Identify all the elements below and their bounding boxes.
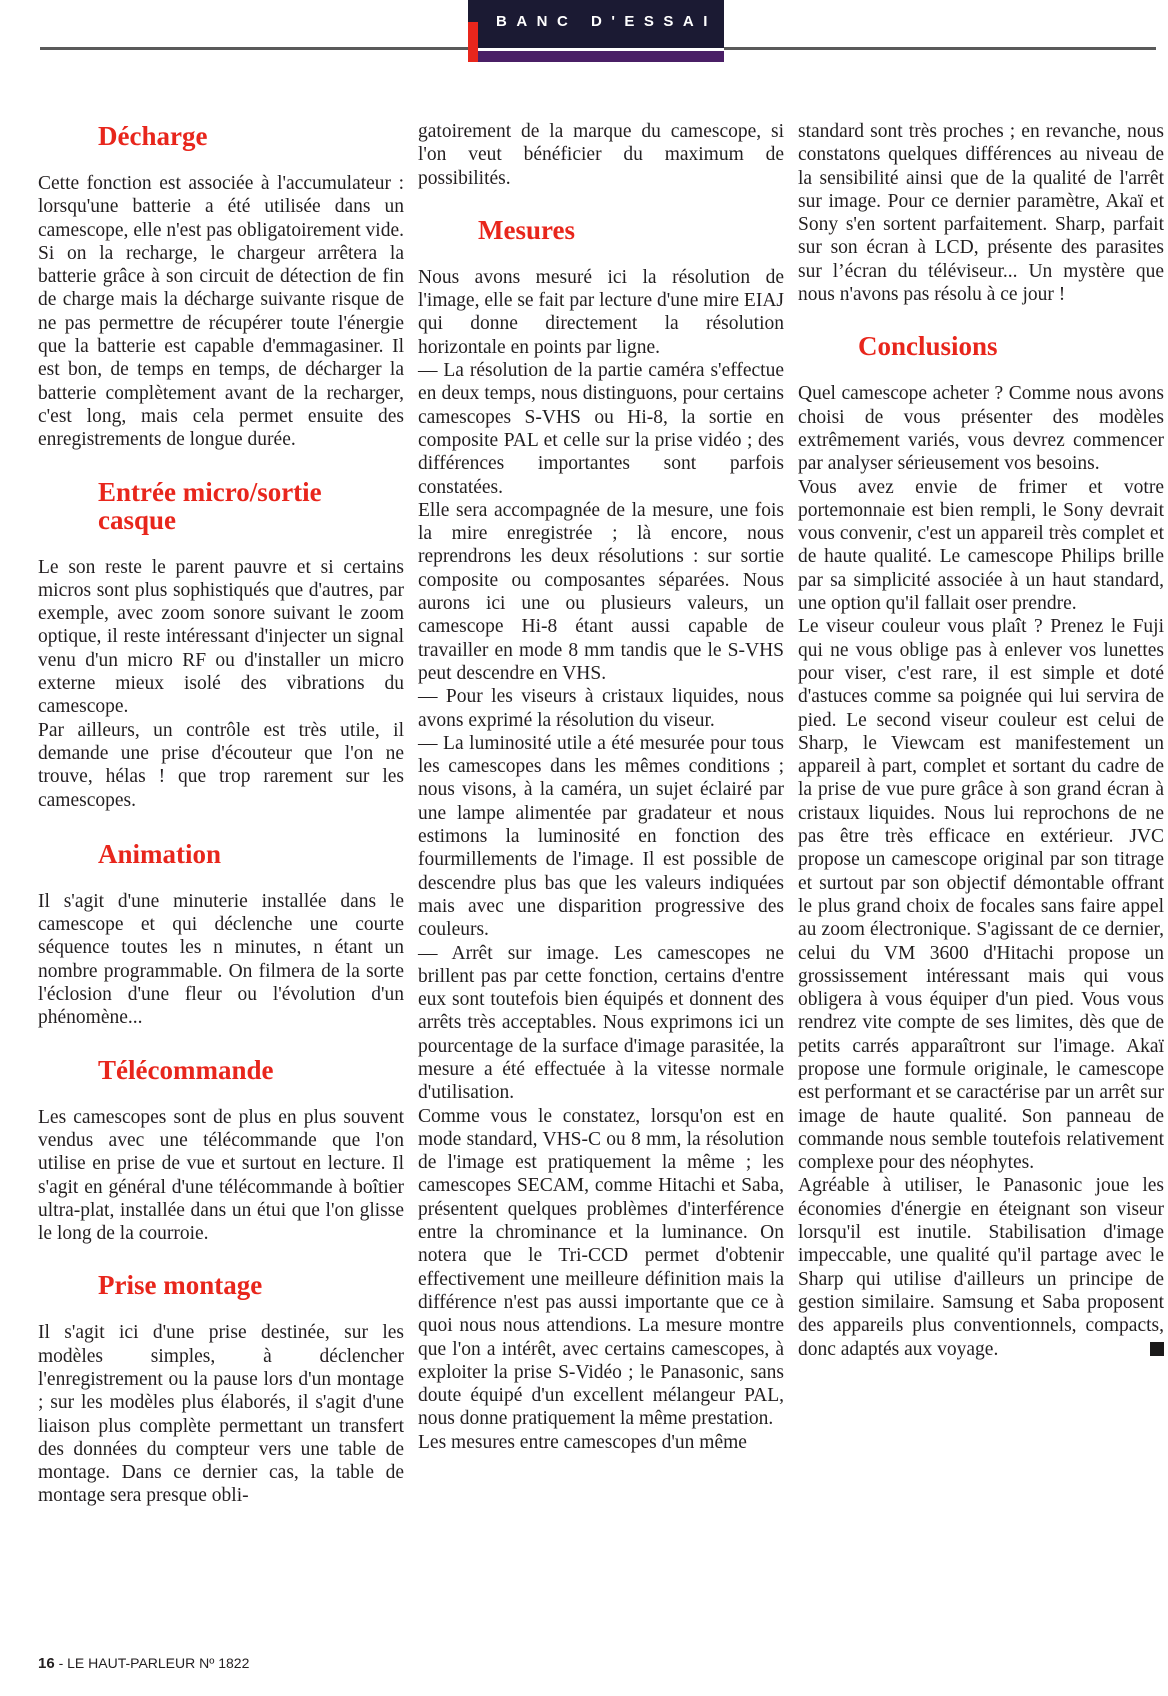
paragraph: Nous avons mesuré ici la résolution de l'image, elle se fait par lecture d'une mire EIAJ qui donne directement la résolution horizontale en points par ligne. (418, 266, 784, 358)
heading-entree-micro: Entrée micro/sortie casque (98, 476, 322, 535)
paragraph: — La luminosité utile a été mesurée pour tous les camescopes dans les mêmes conditions ; nous visons, à la caméra, un sujet éclairé par une lampe alimentée par gradateur et nous estimons la luminosité en fonction des fourmillements de l'image. Il est possible de descendre plus bas que les valeurs indiquées mais avec une disparition progressive des couleurs. (418, 732, 784, 941)
paragraph: standard sont très proches ; en revanche, nous constatons quelques différences au niveau de la sensibilité ainsi que de la qualité de l'arrêt sur image. Pour ce dernier paramètre, Akaï et Sony s'en sortent parfaitement. Sharp, parfait sur son écran à LCD, présente des parasites sur l’écran du téléviseur... Un mystère que nous n'avons pas résolu à ce jour ! (798, 121, 1164, 306)
page-number: 16 (38, 1655, 55, 1672)
paragraph: Elle sera accompagnée de la mesure, une fois la mire enregistrée ; là encore, nous reprendrons les deux résolutions : sur sortie composite ou composantes séparées. Nous aurons ici une ou plusieurs valeurs, un camescope Hi-8 étant aussi capable de travailler en mode 8 mm tandis que le S-VHS peut descendre en VHS. (418, 499, 784, 684)
article-column-1 (38, 122, 404, 1508)
paragraph: Les mesures entre camescopes d'un même (418, 1431, 747, 1453)
paragraph: Cette fonction est associée à l'accumulateur : lorsqu'une batterie a été utilisée dans un camescope, elle n'est pas obligatoirement vide. Si on la recharge, le chargeur arrêtera la batterie grâce à son circuit de détection de fin de charge mais la décharge suivante risque de ne pas permettre de récupérer toute l'énergie que la batterie est capable d'emmagasiner. Il est bon, de temps en temps, de décharger la batterie complètement avant de la recharger, c'est long, mais cela permet ensuite des enregistrements de longue durée. (38, 173, 404, 451)
paragraph: Le viseur couleur vous plaît ? Prenez le Fuji qui ne vous oblige pas à enlever vos lunettes pour viser, c'est rare, il est simple et doté d'astuces comme sa poignée qui lui servira de pied. Le second viseur couleur est celui de Sharp, le Viewcam est manifestement un appareil à part, complet et sortant du cadre de la prise de vue pure grâce à son grand écran à cristaux liquides. Nous lui reprochons de ne pas être très efficace en extérieur. JVC propose un camescope original par son titrage et surtout par son objectif démontable offrant le plus grand choix de focales sans faire appel au zoom électronique. S'agissant de ce dernier, celui du VM 3600 d'Hitachi propose un grossissement intéressant mais qui vous obligera à vous équiper d'un pied. Vous vous rendrez vite compte de ses limites, dès que de petits carrés apparaîtront sur l'image. Akaï propose une formule originale, le camescope est performant et se caractérise par un arrêt sur image de haute qualité. Son panneau de commande nous semble toutefois relativement complexe pour des néophytes. (798, 616, 1164, 1174)
heading-prise-montage: Prise montage (98, 1270, 263, 1301)
paragraph: — La résolution de la partie caméra s'effectue en deux temps, nous distinguons, pour certains camescopes S-VHS ou Hi-8, la sortie en composite PAL et celle sur la prise vidéo ; des différences importantes sont parfois constatées. (418, 360, 784, 498)
article-column-2 (418, 120, 784, 1454)
paragraph-final-text: Agréable à utiliser, le Panasonic joue les économies d'énergie en éteignant son viseur lorsqu'il est inutile. Stabilisation d'image impeccable, une qualité qu'il partage avec le Sharp qui utilise d'ailleurs un principe de gestion similaire. Samsung et Saba proposent des appareils plus conventionnels, compacts, donc adaptés aux voyage. (798, 1175, 1164, 1360)
heading-animation: Animation (98, 838, 222, 869)
page-footer (38, 1655, 249, 1672)
paragraph-final (798, 1174, 1164, 1360)
paragraph: — Pour les viseurs à cristaux liquides, nous avons exprimé la résolution du viseur. (418, 686, 784, 731)
banner-red-bar (468, 22, 478, 62)
heading-mesures: Mesures (478, 214, 575, 245)
section-banner (468, 0, 724, 62)
paragraph: Il s'agit d'une minuterie installée dans le camescope et qui déclenche une courte séquence toutes les n minutes, n étant un nombre programmable. On filmera de la sorte l'éclosion d'une fleur ou l'évolution d'un phénomène... (38, 890, 404, 1029)
paragraph: Il s'agit ici d'une prise destinée, sur les modèles simples, à déclencher l'enregistrement ou la pause lors d'un montage ; sur les modèles plus élaborés, il s'agit d'une liaison plus complète permettant un transfert des données du compteur vers une table de montage. Dans ce dernier cas, la table de montage sera presque obli- (38, 1322, 404, 1507)
heading-telecommande: Télécommande (98, 1054, 274, 1085)
article-column-3 (798, 120, 1164, 1361)
end-of-article-square-icon (1150, 1342, 1164, 1356)
heading-conclusions: Conclusions (858, 331, 998, 362)
banner-purple-stripe (476, 51, 724, 62)
publication-name: - LE HAUT-PARLEUR Nº 1822 (54, 1655, 250, 1671)
paragraph: Par ailleurs, un contrôle est très utile, il demande une prise d'écouteur que l'on ne trouve, hélas ! que trop rarement sur les camescopes. (38, 719, 404, 811)
header-rule-right (724, 47, 1156, 50)
paragraph: gatoirement de la marque du camescope, si l'on veut bénéficier du maximum de possibilités. (418, 121, 784, 189)
paragraph: Quel camescope acheter ? Comme nous avons choisi de vous présenter des modèles extrêmement variés, vous devrez commencer par analyser sérieusement vos besoins. (798, 383, 1164, 475)
header-rule-left (40, 47, 470, 50)
paragraph: Le son reste le parent pauvre et si certains micros sont plus sophistiqués que d'autres, par exemple, avec zoom sonore suivant le zoom optique, il reste intéressant d'injecter un signal venu d'un micro RF ou d'installer un micro externe mieux isolé des vibrations du camescope. (38, 556, 404, 718)
paragraph: Les camescopes sont de plus en plus souvent vendus avec une télécommande que l'on utilise en prise de vue et surtout en lecture. Il s'agit en général d'une télécommande à boîtier ultra-plat, installée dans un étui que l'on glisse le long de la courroie. (38, 1106, 404, 1245)
heading-decharge: Décharge (98, 121, 208, 151)
paragraph: Comme vous le constatez, lorsqu'on est en mode standard, VHS-C ou 8 mm, la résolution de l'image est pratiquement la même ; les camescopes SECAM, comme Hitachi et Saba, présentent quelques problèmes d'interférence entre la chrominance et la luminance. On notera que le Tri-CCD permet d'obtenir effectivement une meilleure définition mais la différence n'est pas aussi importante que ce à quoi nous nous attendions. La mesure montre que l'on a intérêt, avec certains camescopes, à exploiter la prise S-Vidéo ; le Panasonic, sans doute équipé d'un excellent mélangeur PAL, nous donne pratiquement la même prestation. (418, 1105, 784, 1430)
section-label: BANC D'ESSAI (496, 13, 717, 30)
paragraph: Vous avez envie de frimer et votre portemonnaie est bien rempli, le Sony devrait vous convenir, c'est un appareil très complet et de haute qualité. Le camescope Philips brille par sa simplicité associée à un haut standard, une option qu'il fallait oser prendre. (798, 476, 1164, 615)
paragraph: — Arrêt sur image. Les camescopes ne brillent pas par cette fonction, certains d'entre eux sont toutefois bien équipés et donnent des arrêts très acceptables. Nous exprimons ici un pourcentage de la surface d'image parasitée, la mesure a été effectuée à la vitesse normale d'utilisation. (418, 942, 784, 1104)
